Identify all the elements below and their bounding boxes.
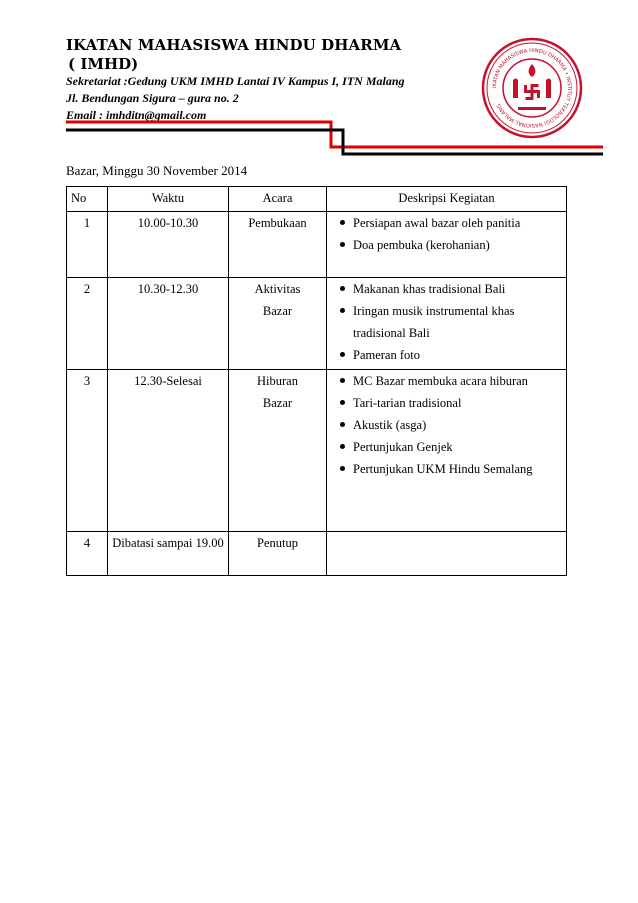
letterhead-rules (0, 0, 638, 160)
bullet-icon (340, 286, 345, 291)
org-name: IKATAN MAHASISWA HINDU DHARMA (66, 36, 402, 54)
row-number: 4 (67, 532, 108, 576)
bullet-icon (340, 422, 345, 427)
row-number: 1 (67, 212, 108, 278)
description-list (331, 370, 562, 480)
row-description (327, 532, 567, 576)
table-row (67, 212, 567, 278)
logo-ring-text: IKATAN MAHASISWA HINDU DHARMA • INSTITUT TEKNOLOGI NASIONAL MALANG (491, 47, 573, 129)
list-item-text: MC Bazar membuka acara hiburan (353, 374, 528, 388)
bullet-icon (340, 444, 345, 449)
agenda-table (66, 186, 567, 576)
list-item (331, 278, 562, 300)
list-item-text: Doa pembuka (kerohanian) (353, 238, 490, 252)
row-event: Hiburan Bazar (229, 370, 327, 532)
bullet-icon (340, 378, 345, 383)
row-time: 10.00-10.30 (108, 212, 229, 278)
table-header-row (67, 187, 567, 212)
description-list (331, 278, 562, 366)
bullet-icon (340, 352, 345, 357)
row-event: Penutup (229, 532, 327, 576)
bullet-icon (340, 400, 345, 405)
row-event: Aktivitas Bazar (229, 278, 327, 370)
list-item-text: Makanan khas tradisional Bali (353, 282, 506, 296)
list-item-text: Pameran foto (353, 348, 420, 362)
email-line: Email : imhditn@gmail.com (66, 108, 207, 122)
address-line: Jl. Bendungan Sigura – gura no. 2 (66, 91, 239, 105)
description-list (331, 212, 562, 256)
list-item (331, 436, 562, 458)
list-item-text: Persiapan awal bazar oleh panitia (353, 216, 521, 230)
list-item (331, 300, 562, 344)
list-item-text: Pertunjukan UKM Hindu Semalang (353, 462, 533, 476)
event-date-line: Bazar, Minggu 30 November 2014 (66, 163, 248, 178)
header-acara: Acara (229, 187, 327, 212)
header-waktu: Waktu (108, 187, 229, 212)
list-item (331, 414, 562, 436)
list-item (331, 392, 562, 414)
bullet-icon (340, 242, 345, 247)
header-no: No (67, 187, 108, 212)
row-time: Dibatasi sampai 19.00 (108, 532, 229, 576)
list-item (331, 234, 562, 256)
list-item-text: Iringan musik instrumental khas tradisional Bali (353, 304, 515, 340)
row-description (327, 212, 567, 278)
row-description (327, 370, 567, 532)
bullet-icon (340, 220, 345, 225)
bullet-icon (340, 308, 345, 313)
row-time: 12.30-Selesai (108, 370, 229, 532)
list-item-text: Pertunjukan Genjek (353, 440, 453, 454)
list-item (331, 370, 562, 392)
secretariat-line: Sekretariat :Gedung UKM IMHD Lantai IV Kampus I, ITN Malang (66, 74, 405, 88)
row-number: 2 (67, 278, 108, 370)
row-number: 3 (67, 370, 108, 532)
list-item-text: Akustik (asga) (353, 418, 427, 432)
list-item-text: Tari-tarian tradisional (353, 396, 462, 410)
bullet-icon (340, 466, 345, 471)
org-abbreviation: ( IMHD) (68, 55, 139, 73)
list-item (331, 458, 562, 480)
list-item (331, 344, 562, 366)
header-deskripsi: Deskripsi Kegiatan (327, 187, 567, 212)
table-row (67, 278, 567, 370)
row-time: 10.30-12.30 (108, 278, 229, 370)
table-row (67, 532, 567, 576)
list-item (331, 212, 562, 234)
row-event: Pembukaan (229, 212, 327, 278)
row-description (327, 278, 567, 370)
table-row (67, 370, 567, 532)
